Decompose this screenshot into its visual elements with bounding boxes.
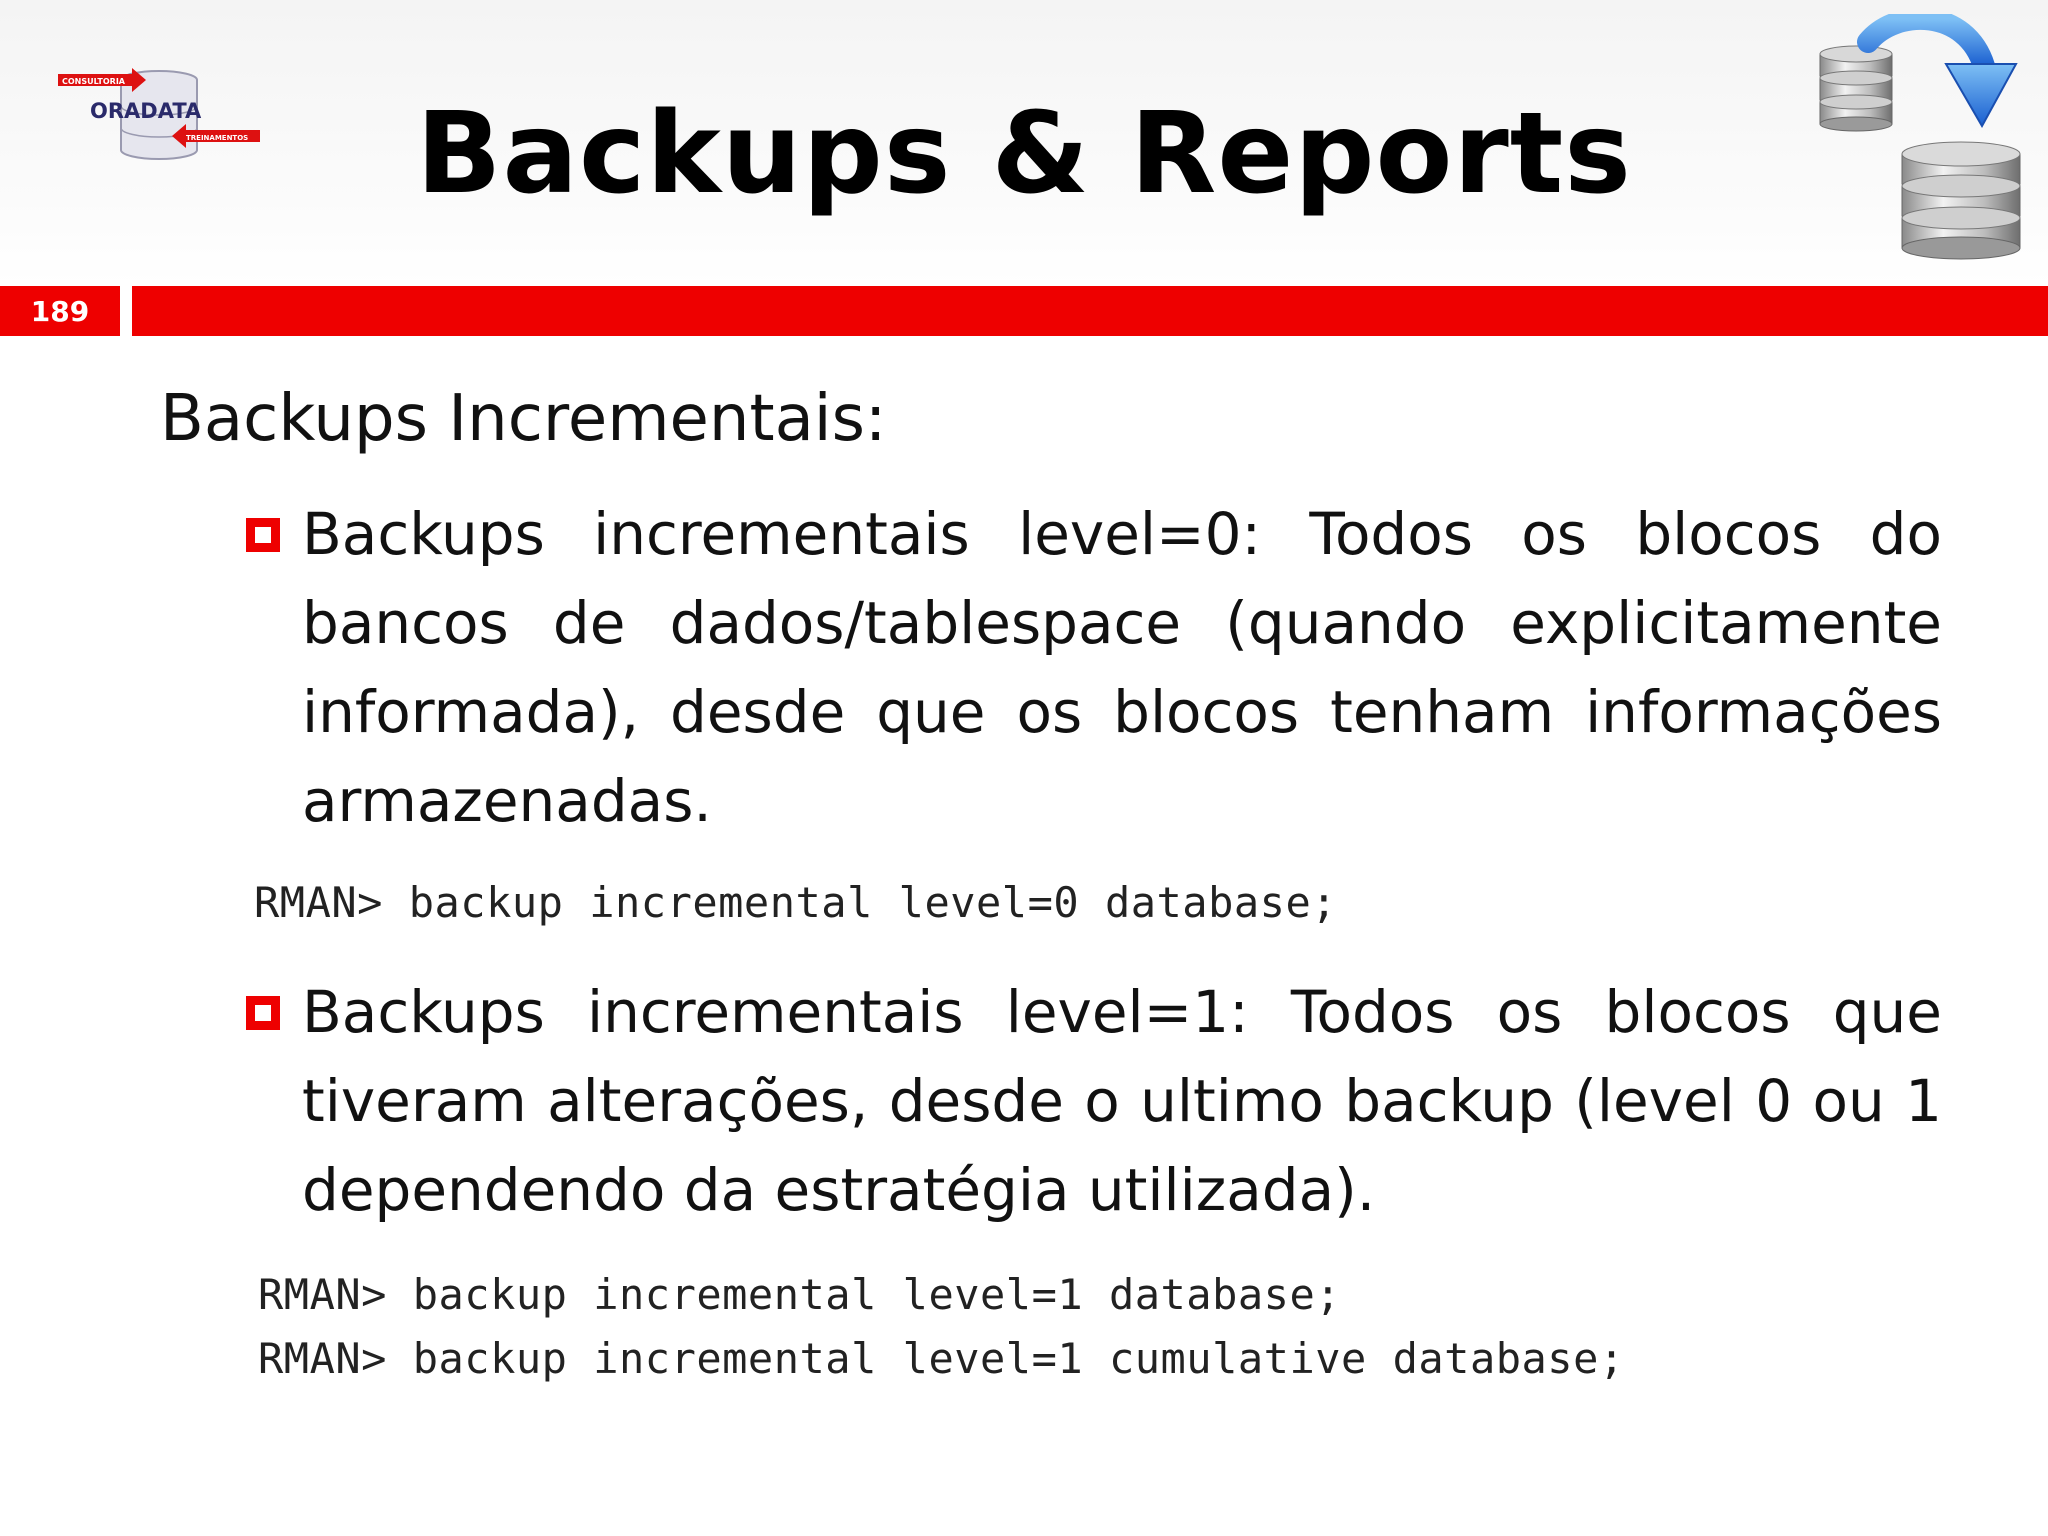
bullet-square-icon <box>246 996 280 1030</box>
logo-bottom-label: TREINAMENTOS <box>186 134 249 142</box>
slide-number: 189 <box>0 286 120 336</box>
slide-title: Backups & Reports <box>416 89 1632 219</box>
logo-name: ORADATA <box>90 99 202 123</box>
command-level-1: RMAN> backup incremental level=1 database; <box>258 1270 1342 1319</box>
logo-top-label: CONSULTORIA <box>62 77 125 86</box>
bullet-square-icon <box>246 518 280 552</box>
command-level-1-cumulative: RMAN> backup incremental level=1 cumulative database; <box>258 1334 1625 1383</box>
command-level-0: RMAN> backup incremental level=0 database; <box>254 878 1338 927</box>
section-heading: Backups Incrementais: <box>160 382 887 456</box>
bullet-level-1: Backups incrementais level=1: Todos os blocos que tiveram alterações, desde o ultimo backup (level 0 ou 1 dependendo da estratégia utilizada). <box>302 978 1942 1224</box>
title-divider-bar <box>132 286 2048 336</box>
bullet-level-0: Backups incrementais level=0: Todos os blocos do bancos de dados/tablespace (quando explicitamente informada), desde que os blocos tenham informações armazenadas. <box>302 500 1942 835</box>
database-backup-icon <box>1816 14 2026 270</box>
